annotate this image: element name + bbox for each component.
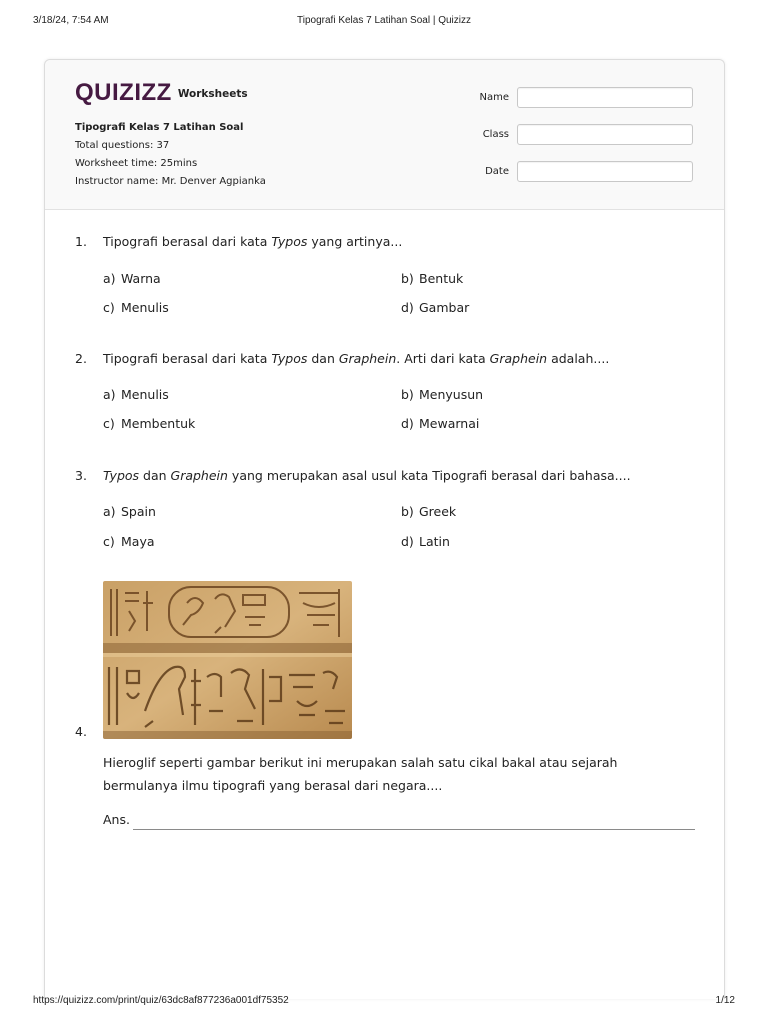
question-text: Typos dan Graphein yang merupakan asal usul kata Tipografi berasal dari bahasa.... [103, 468, 631, 483]
logo-wordmark: QUIZIZZ [75, 79, 172, 106]
question-4-text: Hieroglif seperti gambar berikut ini merupakan salah satu cikal bakal atau sejarah bermulanya ilmu tipografi yang berasal dari negara.... [103, 755, 618, 793]
question-number: 2. [75, 351, 87, 366]
option-1d[interactable]: d) Gambar [401, 300, 470, 315]
page-number: 1/12 [715, 995, 735, 1006]
date-label: Date [485, 166, 509, 177]
option-2c[interactable]: c) Membentuk [103, 416, 196, 431]
hieroglyph-image [103, 581, 352, 739]
question-number: 4. [75, 724, 87, 739]
worksheet [44, 59, 725, 999]
logo-subtitle: Worksheets [177, 88, 248, 100]
date-row [475, 161, 695, 198]
class-label: Class [482, 129, 509, 140]
instructor-name: Instructor name: Mr. Denver Agpianka [75, 176, 266, 187]
answer-label: Ans. [103, 812, 130, 827]
name-row [475, 87, 695, 124]
option-3c[interactable]: c) Maya [103, 534, 155, 549]
option-1a[interactable]: a) Warna [103, 271, 161, 286]
option-3a[interactable]: a) Spain [103, 504, 156, 519]
option-3b[interactable]: b) Greek [401, 504, 457, 519]
option-2d[interactable]: d) Mewarnai [401, 416, 480, 431]
worksheet-time: Worksheet time: 25mins [75, 158, 198, 169]
option-1c[interactable]: c) Menulis [103, 300, 169, 315]
date-field[interactable] [517, 161, 693, 182]
question-text: Tipografi berasal dari kata Typos dan Graphein. Arti dari kata Graphein adalah.... [103, 351, 610, 366]
option-2a[interactable]: a) Menulis [103, 387, 169, 402]
student-fields [475, 87, 695, 198]
name-field[interactable] [517, 87, 693, 108]
print-footer [33, 995, 735, 1009]
question-number: 3. [75, 468, 87, 483]
option-1b[interactable]: b) Bentuk [401, 271, 464, 286]
print-datetime: 3/18/24, 7:54 AM [33, 15, 109, 26]
question-text: Tipografi berasal dari kata Typos yang artinya... [103, 234, 403, 249]
total-questions: Total questions: 37 [75, 140, 170, 151]
class-row [475, 124, 695, 161]
answer-line[interactable] [133, 829, 695, 830]
question-number: 1. [75, 234, 87, 249]
worksheet-header [45, 60, 724, 210]
print-url: https://quizizz.com/print/quiz/63dc8af877236a001df75352 [33, 995, 289, 1006]
worksheet-title: Tipografi Kelas 7 Latihan Soal [75, 122, 244, 133]
option-3d[interactable]: d) Latin [401, 534, 450, 549]
option-2b[interactable]: b) Menyusun [401, 387, 484, 402]
class-field[interactable] [517, 124, 693, 145]
print-header [33, 15, 735, 29]
worksheet-meta [75, 119, 266, 191]
print-page-title: Tipografi Kelas 7 Latihan Soal | Quizizz [297, 15, 471, 26]
answer-area [103, 812, 695, 832]
quizizz-logo [75, 80, 248, 106]
name-label: Name [479, 92, 509, 103]
